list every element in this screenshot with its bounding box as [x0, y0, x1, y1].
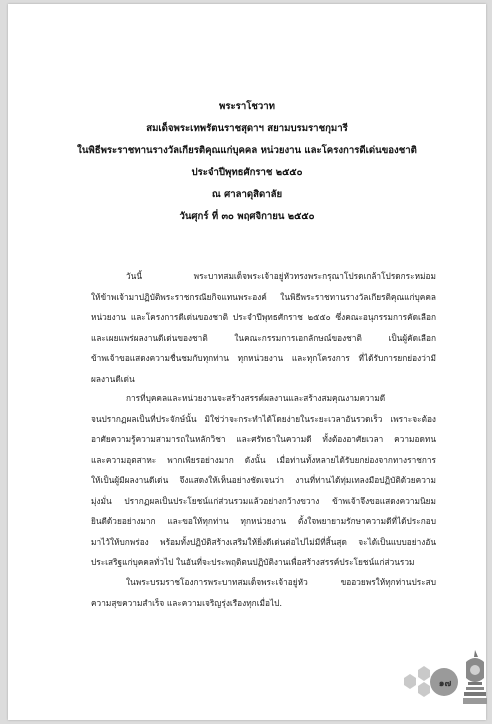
speech-header [8, 96, 486, 228]
paragraph-line: จนปรากฏผลเป็นที่ประจักษ์นั้น มิใช่ว่าจะกระทำได้โดยง่ายในระยะเวลาอันรวดเร็ว เพราะจะต้อง [91, 413, 436, 424]
paragraph-line: หน่วยงาน และโครงการดีเด่นของชาติ ประจำปีพุทธศักราช ๒๕๕๐ ซึ่งคณะอนุกรรมการคัดเลือก [91, 312, 436, 322]
paragraph-line: ให้เป็นผู้มีผลงานดีเด่น จึงแสดงให้เห็นอย่างชัดเจนว่า งานที่ท่านได้ทุ่มเทลงมือปฏิบัติด้วยความ [91, 475, 436, 485]
header-year: ประจำปีพุทธศักราช ๒๕๕๐ [191, 167, 303, 178]
paragraph-1 [91, 266, 436, 389]
document-page [8, 4, 486, 720]
paragraph-line: ข้าพเจ้าขอแสดงความชื่นชมกับทุกท่าน ทุกหน่วยงาน และทุกโครงการ ที่ได้รับการยกย่องว่ามี [91, 353, 436, 363]
paragraph-line: มุ่งมั่น ปรากฏผลเป็นประโยชน์แก่ส่วนรวมแล้วอย่างกว้างขวาง ข้าพเจ้าจึงขอแสดงความนิยม [91, 495, 436, 506]
paragraph-3 [91, 572, 436, 613]
header-title: พระราโชวาท [219, 101, 275, 112]
paragraph-line: ให้ข้าพเจ้ามาปฏิบัติพระราชกรณียกิจแทนพระองค์ ในพิธีพระราชทานรางวัลเกียรติคุณแก่บุคคล [91, 291, 436, 302]
paragraph-line: อาศัยความรู้ความสามารถในหลักวิชา และศรัทธาในความดี ทั้งต้องอาศัยเวลา ความอดทน [91, 434, 436, 444]
page-number: ๑๗ [438, 679, 452, 689]
paragraph-line: มาไว้ให้บกพร่อง พร้อมทั้งปฏิบัติสร้างเสริมให้ยิ่งดีเด่นต่อไปไม่มีที่สิ้นสุด จะได้เป็นแบบอย่างอัน [91, 536, 436, 547]
header-occasion: ในพิธีพระราชทานรางวัลเกียรติคุณแก่บุคคล หน่วยงาน และโครงการดีเด่นของชาติ [77, 145, 417, 156]
emblem-icon [460, 648, 490, 708]
paragraph-line: ผลงานดีเด่น [91, 373, 135, 384]
header-date: วันศุกร์ ที่ ๓๐ พฤศจิกายน ๒๕๕๐ [179, 211, 315, 222]
header-speaker: สมเด็จพระเทพรัตนราชสุดาฯ สยามบรมราชกุมารี [146, 123, 348, 134]
paragraph-line: การที่บุคคลและหน่วยงานจะสร้างสรรค์ผลงานและสร้างสมคุณงามความดี [126, 393, 386, 403]
paragraph-2 [91, 388, 436, 573]
paragraph-line: ความสุขความสำเร็จ และความเจริญรุ่งเรืองทุกเมื่อไป. [91, 597, 283, 608]
paragraph-line: และเผยแพร่ผลงานดีเด่นของชาติ ในคณะกรรมการเอกลักษณ์ของชาติ เป็นผู้คัดเลือก [91, 332, 436, 343]
paragraph-line: ยินดีด้วยอย่างมาก และขอให้ทุกท่าน ทุกหน่วยงาน ตั้งใจพยายามรักษาความดีที่ได้ประกอบ [91, 516, 436, 526]
paragraph-line: ในพระบรมราชโองการพระบาทสมเด็จพระเจ้าอยู่หัว ขออวยพรให้ทุกท่านประสบ [126, 577, 436, 587]
paragraph-line: วันนี้ พระบาทสมเด็จพระเจ้าอยู่หัวทรงพระกรุณาโปรดเกล้าโปรดกระหม่อม [126, 271, 436, 281]
paragraph-line: และความอุตสาหะ พากเพียรอย่างมาก ดังนั้น เมื่อท่านทั้งหลายได้รับยกย่องจากทางราชการ [91, 454, 436, 465]
paragraph-line: ประเสริฐแก่บุคคลทั่วไป ในอันที่จะประพฤติตนปฏิบัติงานเพื่อสร้างสรรค์ประโยชน์แก่ส่วนรวม [91, 557, 415, 567]
header-venue: ณ ศาลาดุสิดาลัย [211, 189, 283, 200]
